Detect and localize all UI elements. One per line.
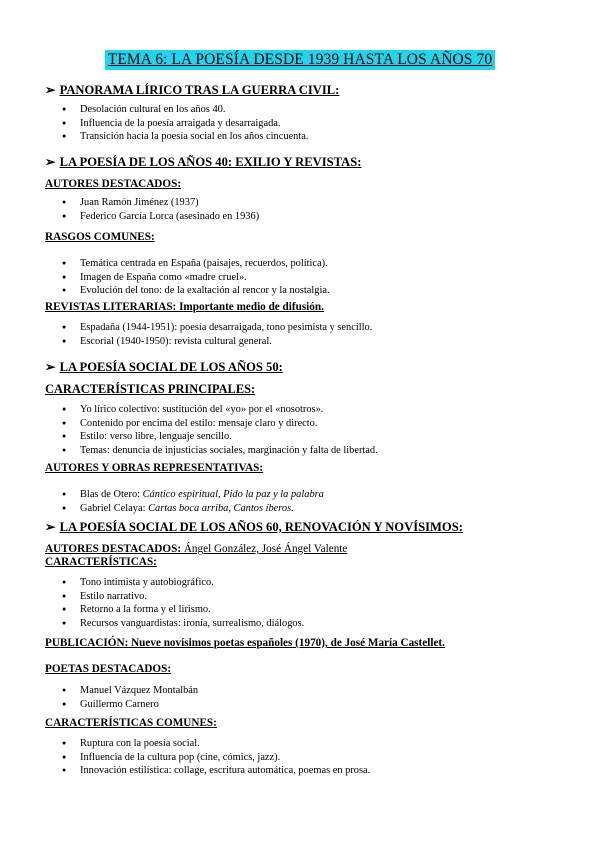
list-item: ● Manuel Vázquez Montalbán xyxy=(62,684,198,698)
list-item: ● Estilo narrativo. xyxy=(62,590,304,604)
list-item xyxy=(62,488,324,502)
section-heading-text: PANORAMA LÍRICO TRAS LA GUERRA CIVIL: xyxy=(59,83,340,97)
list-item: ● Recursos vanguardistas: ironía, surrealismo, diálogos. xyxy=(62,617,304,631)
list-item: ● Temática centrada en España (paisajes, recuerdos, política). xyxy=(62,257,330,271)
list-item: ● Yo lírico colectivo: sustitución del «yo» por el «nosotros». xyxy=(62,403,378,417)
subheading-autores-destacados: AUTORES DESTACADOS: xyxy=(45,178,182,190)
list-item: ● Desolación cultural en los años 40. xyxy=(62,103,308,117)
section-heading-anos-50 xyxy=(45,359,283,375)
list-caracteristicas-50 xyxy=(62,403,378,457)
works-title: Cántico espiritual, Pido la paz y la palabra xyxy=(142,489,324,500)
arrow-icon: ➢ xyxy=(45,360,56,374)
list-revistas xyxy=(62,321,372,348)
subheading-caracteristicas-60: CARACTERÍSTICAS: xyxy=(45,556,157,568)
list-obras xyxy=(62,488,324,515)
subheading-poetas-destacados: POETAS DESTACADOS: xyxy=(45,663,172,675)
list-item: ● Guillermo Carnero xyxy=(62,698,198,712)
list-caracteristicas-60 xyxy=(62,576,304,630)
works-title: Cartas boca arriba, Cantos íberos. xyxy=(148,502,294,514)
list-autores-40 xyxy=(62,196,259,223)
list-item: ● Influencia de la cultura pop (cine, cómics, jazz). xyxy=(62,751,370,765)
subheading-rasgos-comunes: RASGOS COMUNES: xyxy=(45,231,155,243)
subheading-caracteristicas-comunes: CARACTERÍSTICAS COMUNES: xyxy=(45,717,217,729)
list-panorama xyxy=(62,103,308,144)
list-item: ● Temas: denuncia de injusticias sociales, marginación y falta de libertad. xyxy=(62,444,378,458)
list-poetas xyxy=(62,684,198,711)
list-item: ● Retorno a la forma y el lirismo. xyxy=(62,603,304,617)
list-item: ● Escorial (1940-1950): revista cultural general. xyxy=(62,335,372,349)
list-item: ● Tono intimista y autobiográfico. xyxy=(62,576,304,590)
arrow-icon: ➢ xyxy=(45,520,56,534)
list-item: ● Evolución del tono: de la exaltación al rencor y la nostalgia. xyxy=(62,284,330,298)
section-heading-text: LA POESÍA SOCIAL DE LOS AÑOS 60, RENOVACIÓN Y NOVÍSIMOS: xyxy=(59,520,463,534)
list-item xyxy=(62,502,324,516)
section-heading-panorama xyxy=(45,82,339,98)
list-item: ● Federico García Lorca (asesinado en 1936) xyxy=(62,210,259,224)
autores-label: AUTORES DESTACADOS: xyxy=(45,543,182,555)
list-item: ● Innovación estilística: collage, escritura automática, poemas en prosa. xyxy=(62,764,370,778)
list-item: ● Espadaña (1944-1951): poesía desarraigada, tono pesimista y sencillo. xyxy=(62,321,372,335)
section-heading-text: LA POESÍA DE LOS AÑOS 40: EXILIO Y REVISTAS: xyxy=(59,155,362,169)
list-caracteristicas-comunes xyxy=(62,737,370,778)
autores-value: Ángel González, José Ángel Valente xyxy=(181,543,348,555)
subheading-revistas-literarias: REVISTAS LITERARIAS: Importante medio de difusión. xyxy=(45,301,324,313)
page-title: TEMA 6: LA POESÍA DESDE 1939 HASTA LOS AÑOS 70 xyxy=(105,50,495,70)
list-item: ● Influencia de la poesía arraigada y desarraigada. xyxy=(62,117,308,131)
arrow-icon: ➢ xyxy=(45,83,56,97)
list-item: ● Ruptura con la poesía social. xyxy=(62,737,370,751)
list-item: ● Transición hacia la poesía social en los años cincuenta. xyxy=(62,130,308,144)
list-item: ● Imagen de España como «madre cruel». xyxy=(62,271,330,285)
title-container xyxy=(0,50,600,70)
author-name: Gabriel Celaya: xyxy=(80,502,149,514)
list-item: ● Contenido por encima del estilo: mensaje claro y directo. xyxy=(62,417,378,431)
subheading-publicacion: PUBLICACIÓN: Nueve novísimos poetas españoles (1970), de José María Castellet. xyxy=(45,637,445,649)
list-item: ● Juan Ramón Jiménez (1937) xyxy=(62,196,259,210)
section-heading-anos-40 xyxy=(45,154,361,170)
subheading-autores-obras: AUTORES Y OBRAS REPRESENTATIVAS: xyxy=(45,462,264,474)
arrow-icon: ➢ xyxy=(45,155,56,169)
subheading-autores-destacados-60 xyxy=(45,543,347,555)
list-item: ● Estilo: verso libre, lenguaje sencillo. xyxy=(62,430,378,444)
subheading-caracteristicas-principales: CARACTERÍSTICAS PRINCIPALES: xyxy=(45,382,256,396)
author-name: Blas de Otero: xyxy=(80,489,143,500)
section-heading-text: LA POESÍA SOCIAL DE LOS AÑOS 50: xyxy=(59,360,283,374)
section-heading-anos-60 xyxy=(45,519,463,535)
list-rasgos xyxy=(62,257,330,298)
